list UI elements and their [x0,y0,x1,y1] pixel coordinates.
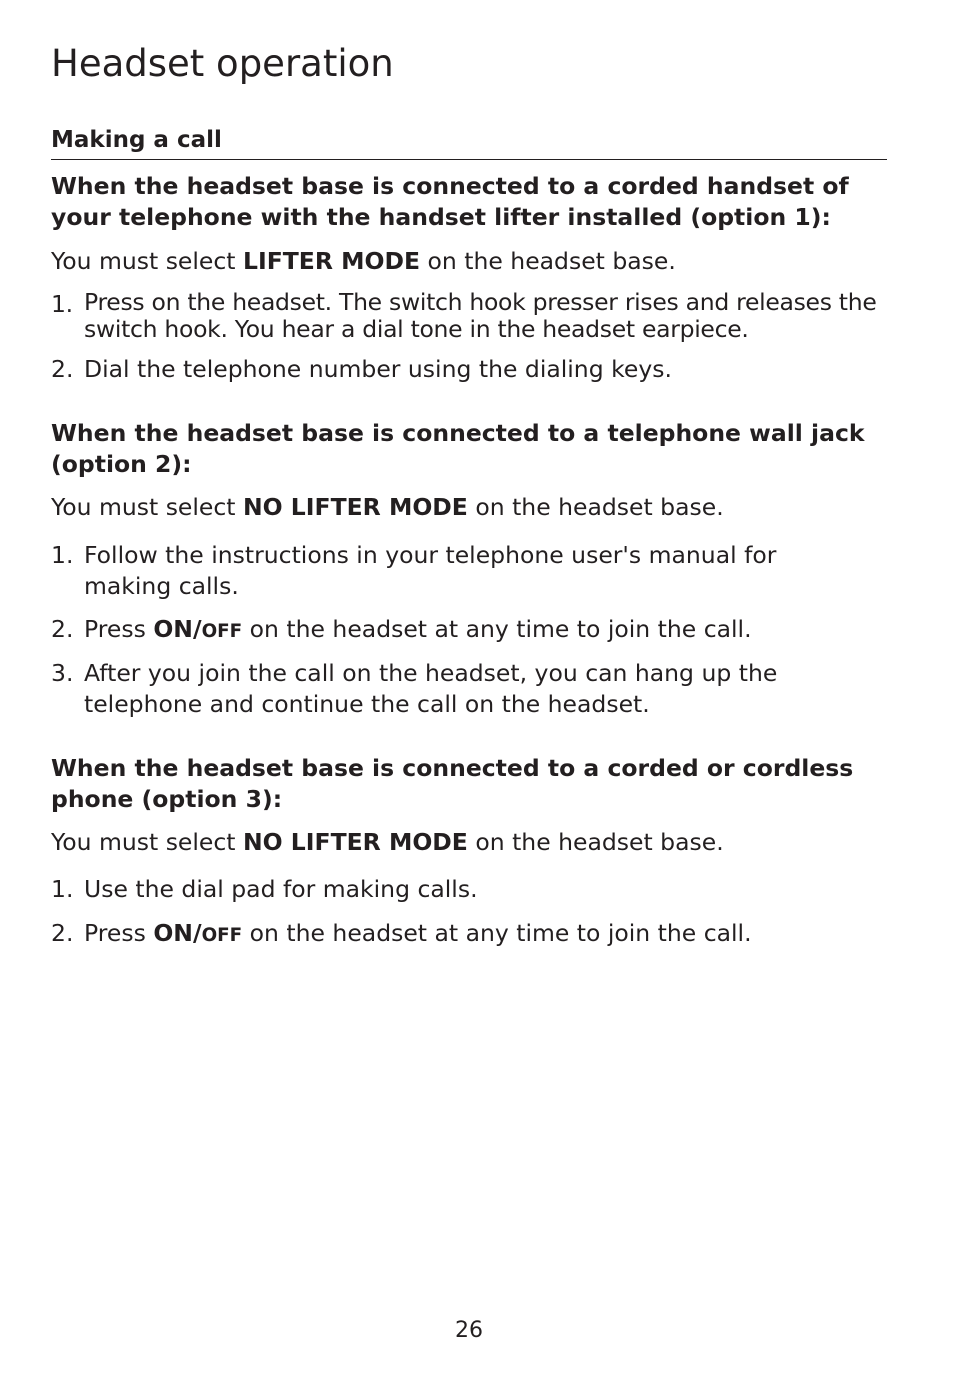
option-1-heading: When the headset base is connected to a corded handset of your telephone with the handset lifter installed (option 1): [51,172,849,231]
section-title: Making a call [51,127,222,153]
section-divider [51,159,887,160]
option-1-intro: You must select LIFTER MODE on the headset base. [51,247,676,275]
page-title: Headset operation [51,42,394,85]
option-3-intro: You must select NO LIFTER MODE on the headset base. [51,828,724,856]
page-number: 26 [455,1318,483,1343]
option-2-intro: You must select NO LIFTER MODE on the headset base. [51,493,724,521]
option-3-heading: When the headset base is connected to a corded or cordless phone (option 3): [51,754,854,813]
option-2-heading: When the headset base is connected to a telephone wall jack (option 2): [51,419,865,478]
